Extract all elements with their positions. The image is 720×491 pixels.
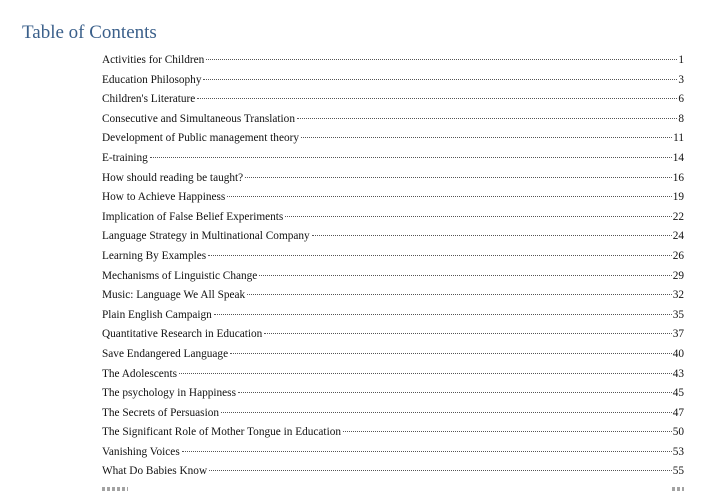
- toc-entry-page: 55: [672, 465, 684, 478]
- dot-leader: [343, 431, 672, 432]
- toc-entry-page: 14: [672, 151, 684, 164]
- toc-entry-title[interactable]: How to Achieve Happiness: [102, 191, 226, 204]
- toc-entry-page: 19: [672, 191, 684, 204]
- dot-leader: [230, 353, 672, 354]
- toc-entry-page: 24: [672, 230, 684, 243]
- toc-entry-title[interactable]: E-training: [102, 151, 148, 164]
- toc-entry[interactable]: [102, 446, 684, 466]
- toc-entry[interactable]: [102, 132, 684, 152]
- toc-entry-page: 22: [672, 210, 684, 223]
- toc-entry-title[interactable]: Education Philosophy: [102, 73, 202, 86]
- dot-leader: [209, 470, 672, 471]
- dot-leader: [312, 235, 672, 236]
- dot-leader: [247, 294, 672, 295]
- toc-entry[interactable]: [102, 387, 684, 407]
- toc-entry[interactable]: [102, 54, 684, 74]
- dot-leader: [203, 79, 677, 80]
- toc-entry-title[interactable]: How should reading be taught?: [102, 171, 244, 184]
- toc-entry-title[interactable]: The Adolescents: [102, 367, 177, 380]
- dot-leader: [259, 275, 671, 276]
- toc-entry[interactable]: [102, 426, 684, 446]
- dot-leader: [206, 59, 677, 60]
- toc-entry[interactable]: [102, 191, 684, 211]
- toc-entry[interactable]: [102, 152, 684, 172]
- toc-entry-page: 32: [672, 289, 684, 302]
- dot-leader: [245, 177, 672, 178]
- toc-entry-title[interactable]: Music: Language We All Speak: [102, 289, 246, 302]
- toc-entry-page: 26: [672, 249, 684, 262]
- dot-leader: [214, 314, 672, 315]
- dot-leader: [238, 392, 672, 393]
- toc-entry[interactable]: [102, 211, 684, 231]
- cropped-entry-fragment: [102, 487, 128, 491]
- toc-entry[interactable]: [102, 289, 684, 309]
- toc-entry-title[interactable]: What Do Babies Know: [102, 465, 208, 478]
- toc-entry[interactable]: [102, 113, 684, 133]
- toc-entry-title[interactable]: The Secrets of Persuasion: [102, 406, 220, 419]
- toc-entry[interactable]: [102, 250, 684, 270]
- toc-entry-page: 53: [672, 445, 684, 458]
- toc-entry-page: 8: [678, 112, 684, 125]
- dot-leader: [197, 98, 677, 99]
- dot-leader: [297, 118, 677, 119]
- toc-entry-page: 37: [672, 328, 684, 341]
- toc-entry-title[interactable]: The Significant Role of Mother Tongue in Education: [102, 426, 342, 439]
- toc-entry-page: 29: [672, 269, 684, 282]
- toc-entry[interactable]: [102, 368, 684, 388]
- dot-leader: [179, 373, 672, 374]
- toc-entry-page: 1: [678, 54, 684, 66]
- toc-entry[interactable]: [102, 407, 684, 427]
- cropped-toc-entry: [102, 484, 684, 491]
- dot-leader: [301, 137, 672, 138]
- toc-entry-page: 50: [672, 426, 684, 439]
- toc-entry-page: 40: [672, 347, 684, 360]
- toc-entry-page: 11: [673, 132, 684, 145]
- toc-entry-page: 35: [672, 308, 684, 321]
- toc-entry[interactable]: [102, 93, 684, 113]
- toc-entry[interactable]: [102, 348, 684, 368]
- toc-entry[interactable]: [102, 74, 684, 94]
- dot-leader: [227, 196, 671, 197]
- toc-entry-page: 43: [672, 367, 684, 380]
- toc-entry-title[interactable]: Activities for Children: [102, 54, 205, 66]
- dot-leader: [182, 451, 672, 452]
- toc-entry[interactable]: [102, 328, 684, 348]
- cropped-page-fragment: [672, 487, 684, 491]
- toc-entry-title[interactable]: Mechanisms of Linguistic Change: [102, 269, 258, 282]
- toc-entry-title[interactable]: Save Endangered Language: [102, 347, 229, 360]
- toc-title: Table of Contents: [22, 22, 157, 43]
- dot-leader: [221, 412, 672, 413]
- toc-entry-title[interactable]: Children's Literature: [102, 93, 196, 106]
- toc-list: [102, 54, 684, 485]
- toc-entry-title[interactable]: Quantitative Research in Education: [102, 328, 263, 341]
- toc-entry-page: 16: [672, 171, 684, 184]
- toc-entry[interactable]: [102, 465, 684, 485]
- toc-entry-title[interactable]: Language Strategy in Multinational Company: [102, 230, 310, 243]
- dot-leader: [150, 157, 672, 158]
- toc-entry-title[interactable]: Implication of False Belief Experiments: [102, 210, 284, 223]
- dot-leader: [264, 333, 671, 334]
- toc-entry-page: 6: [678, 93, 684, 106]
- toc-entry[interactable]: [102, 309, 684, 329]
- toc-entry-title[interactable]: Consecutive and Simultaneous Translation: [102, 112, 295, 125]
- toc-entry[interactable]: [102, 172, 684, 192]
- toc-entry-page: 47: [672, 406, 684, 419]
- toc-entry-title[interactable]: The psychology in Happiness: [102, 387, 236, 400]
- dot-leader: [285, 216, 671, 217]
- toc-entry-title[interactable]: Vanishing Voices: [102, 445, 180, 458]
- toc-entry-title[interactable]: Learning By Examples: [102, 249, 207, 262]
- toc-entry[interactable]: [102, 230, 684, 250]
- toc-entry[interactable]: [102, 270, 684, 290]
- toc-entry-page: 3: [678, 73, 684, 86]
- toc-entry-page: 45: [672, 387, 684, 400]
- toc-entry-title[interactable]: Development of Public management theory: [102, 132, 300, 145]
- dot-leader: [208, 255, 672, 256]
- toc-entry-title[interactable]: Plain English Campaign: [102, 308, 212, 321]
